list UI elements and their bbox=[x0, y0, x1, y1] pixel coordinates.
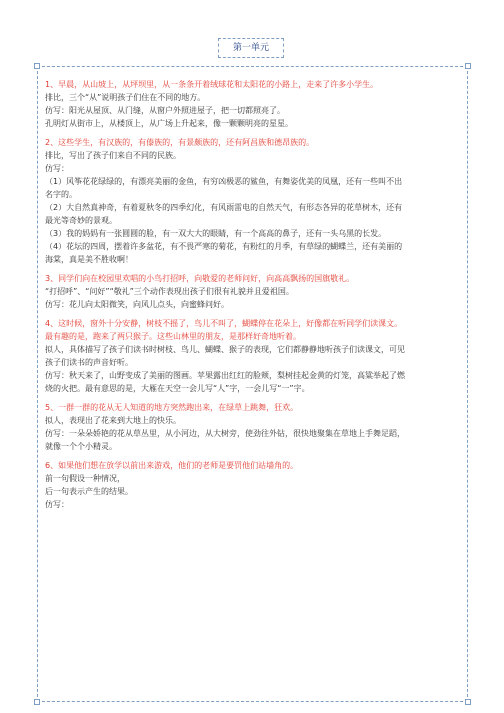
text-line: 孩子们读书的声音好听。 bbox=[45, 358, 133, 367]
question-line: 最有趣的是，跑来了两只猴子。这些山林里的朋友，是那样好奇地听着。 bbox=[45, 332, 301, 341]
section-3 bbox=[45, 272, 461, 311]
frame-corner-handle bbox=[465, 699, 471, 705]
text-line: （2）大自然真神奇，有着夏秋冬的四季幻化，有风雨雷电的自然天气，有形态各异的花草树木，还有 bbox=[45, 203, 403, 212]
text-line: “打招呼”、“问好”“敬礼”三个动作表现出孩子们很有礼貌并且爱祖国。 bbox=[45, 287, 294, 296]
section-5 bbox=[45, 401, 461, 453]
text-line: 最光等奇妙的景观。 bbox=[45, 216, 117, 225]
frame-corner-handle bbox=[34, 699, 40, 705]
text-line: 仿写： bbox=[45, 164, 69, 173]
text-line: 仿写：花儿向太阳微笑，向风儿点头，向蜜蜂问好。 bbox=[45, 300, 229, 309]
text-line: 拟人，具体描写了孩子们读书时树枝、鸟儿、蝴蝶、猴子的表现，它们都静静地听孩子们读课文，可见 bbox=[45, 345, 405, 354]
section-1 bbox=[45, 78, 461, 130]
section-6 bbox=[45, 459, 461, 511]
question-line: 6、如果他们想在放学以前出来游戏，他们的老师是要罚他们站墙角的。 bbox=[45, 461, 299, 470]
section-2 bbox=[45, 136, 461, 266]
frame-corner-handle bbox=[465, 63, 471, 69]
text-line: 排比，写出了孩子们来自不同的民族。 bbox=[45, 151, 181, 160]
text-line: 后一句表示产生的结果。 bbox=[45, 487, 133, 496]
text-line: 排比，三个“从”说明孩子们住在不同的地方。 bbox=[45, 93, 206, 102]
section-4 bbox=[45, 317, 461, 395]
text-line: 仿写：秋天来了，山野变成了美丽的图画。苹果露出红红的脸颊，梨树挂起金黄的灯笼，高粱举起了燃 bbox=[45, 371, 405, 380]
question-line: 5、一群一群的花从无人知道的地方突然跑出来，在绿草上跳舞，狂欢。 bbox=[45, 403, 299, 412]
text-line: （3）我的妈妈有一张圆圆的脸，有一双大大的眼睛，有一个高高的鼻子，还有一头乌黑的长发。 bbox=[45, 229, 387, 238]
text-line: 烧的火把。最有意思的是，大雁在天空一会儿写“人”字，一会儿写“一”字。 bbox=[45, 384, 310, 393]
text-line: 名字的。 bbox=[45, 190, 77, 199]
text-line: （4）花坛的四周，摆着许多盆花，有不畏严寒的菊花，有粉红的月季，有草绿的蝴蝶兰，还有美丽的 bbox=[45, 242, 403, 251]
text-line: 前一句假设一种情况， bbox=[45, 474, 125, 483]
text-line: 海棠，真是美不胜收啊！ bbox=[45, 255, 133, 264]
text-line: 仿写：一朵朵娇艳的花从草丛里，从小河边，从大树旁，使劲往外钻，很快地聚集在草地上手舞足蹈， bbox=[45, 429, 405, 438]
frame-corner-handle bbox=[34, 63, 40, 69]
question-line: 4、这时候，窗外十分安静，树枝不摇了，鸟儿不叫了，蝴蝶停在花朵上，好像都在听同学们读课文。 bbox=[45, 319, 403, 328]
text-line: 就像一个个小精灵。 bbox=[45, 442, 117, 451]
unit-title: 第一单元 bbox=[218, 38, 284, 58]
text-line: 孔明灯从街市上，从楼顶上，从广场上升起来，像一颗颗明亮的星星。 bbox=[45, 119, 293, 128]
question-line: 3、同学们向在校园里欢唱的小鸟打招呼，向敬爱的老师问好，向高高飘扬的国旗敬礼。 bbox=[45, 274, 355, 283]
document-body bbox=[45, 78, 461, 511]
question-line: 2、这些学生，有汉族的，有傣族的，有景颇族的，还有阿昌族和德昂族的。 bbox=[45, 138, 315, 147]
text-line: 仿写：阳光从屋顶、从门缝，从窗户外照进屋子，把一切都照亮了。 bbox=[45, 106, 285, 115]
text-line: 仿写： bbox=[45, 500, 69, 509]
question-line: 1、早晨，从山坡上，从坪坝里，从一条条开着绒球花和太阳花的小路上，走来了许多小学生。 bbox=[45, 80, 379, 89]
text-line: 拟人，表现出了花来到大地上的快乐。 bbox=[45, 416, 181, 425]
text-line: （1）风筝花花绿绿的，有漂亮美丽的金鱼，有穷凶极恶的鲨鱼，有舞姿优美的凤凰，还有一些叫不出 bbox=[45, 177, 403, 186]
